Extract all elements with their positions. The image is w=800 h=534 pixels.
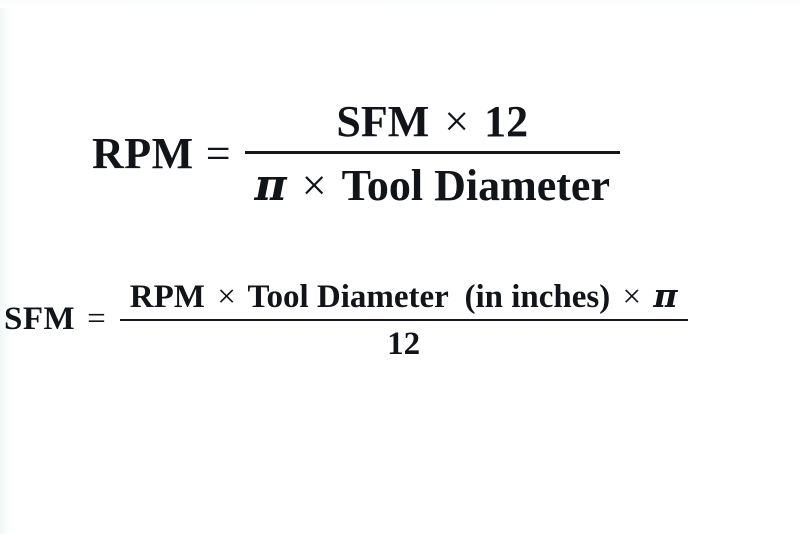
formula-sfm-equals-sign: = (87, 301, 106, 337)
pi-symbol-icon: π (653, 276, 678, 315)
formula-rpm-equals-sign: = (205, 129, 231, 178)
multiplication-icon: × (622, 279, 642, 315)
formula-rpm (92, 96, 620, 211)
formula-rpm-denominator (245, 154, 620, 211)
formula-sfm-numerator-term1: RPM (129, 279, 205, 315)
formula-rpm-numerator-term2: 12 (484, 97, 529, 146)
page-top-edge-tint (0, 0, 800, 8)
multiplication-icon: × (217, 279, 236, 315)
multiplication-icon: × (301, 161, 327, 210)
formula-sfm-fraction (120, 276, 688, 363)
formula-rpm-fraction (245, 96, 620, 211)
pi-symbol-icon: π (254, 160, 287, 211)
formula-sfm (4, 276, 688, 363)
formula-rpm-numerator-term1: SFM (336, 97, 430, 146)
formula-sfm-numerator (120, 276, 688, 319)
formula-sfm-denominator (377, 321, 430, 363)
formula-sfm-denominator-term1: 12 (387, 326, 421, 362)
formula-rpm-numerator (326, 96, 538, 151)
formula-rpm-denominator-term2: Tool Diameter (341, 161, 610, 210)
formula-rpm-left-side: RPM (92, 129, 194, 178)
page-left-edge-tint (0, 0, 14, 534)
formula-sfm-numerator-term2: Tool Diameter (247, 279, 449, 315)
formula-sfm-numerator-note: (in inches) (464, 279, 611, 315)
multiplication-icon: × (444, 97, 470, 146)
formula-sfm-left-side: SFM (4, 301, 76, 337)
